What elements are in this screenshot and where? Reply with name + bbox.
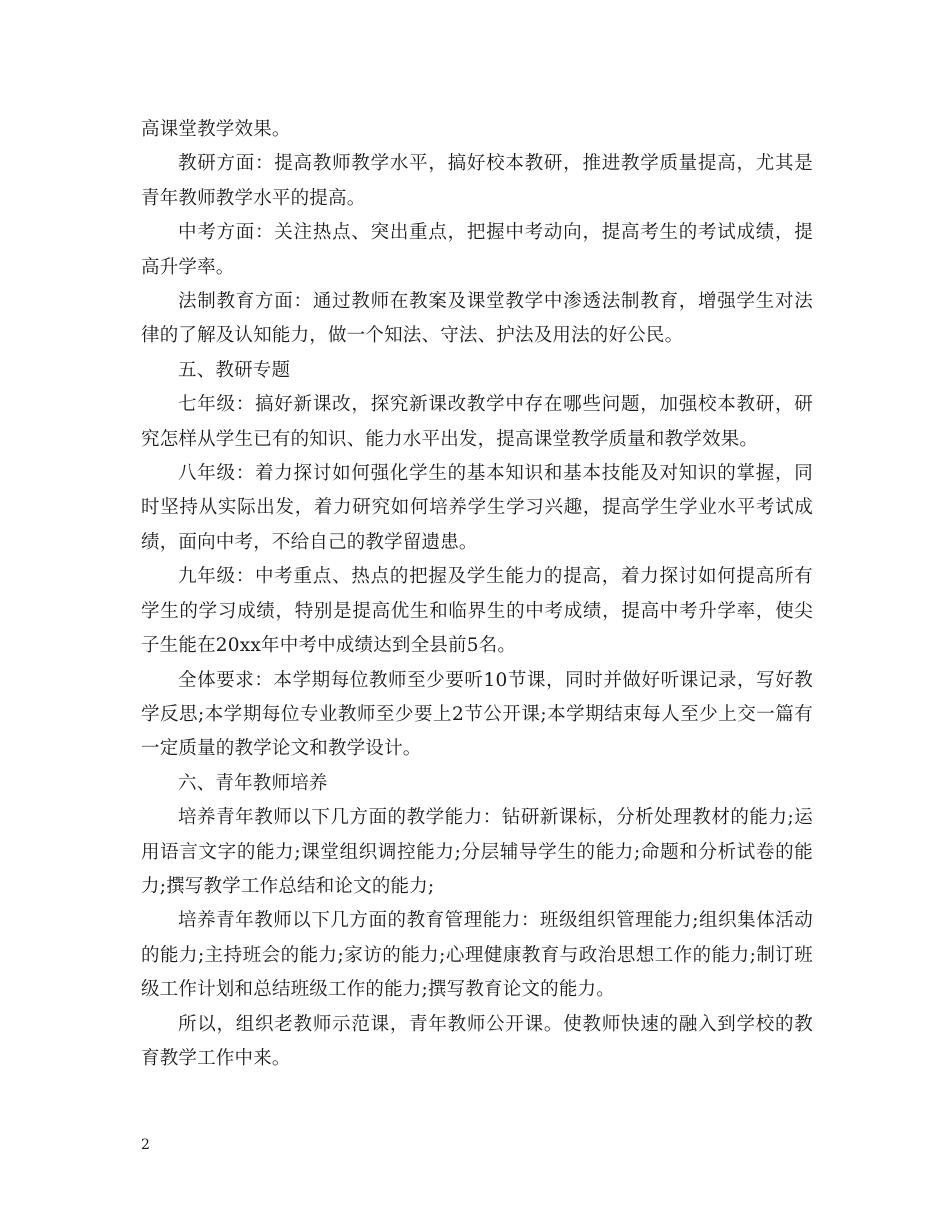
paragraph-continuation: 高课堂教学效果。 [141, 119, 291, 140]
page-number: 2 [141, 1137, 150, 1153]
section-heading-research-topics: 五、教研专题 [178, 359, 291, 381]
paragraph-management-abilities: 培养青年教师以下几方面的教育管理能力：班级组织管理能力;组织集体活动的能力;主持班会的能力;家访的能力;心理健康教育与政治思想工作的能力;制订班级工作计划和总结班级工作的能力;撰写教育论文的能力。 [141, 910, 813, 1001]
paragraph-grade-seven: 七年级：搞好新课改，探究新课改教学中存在哪些问题，加强校本教研，研究怎样从学生已有的知识、能力水平出发，提高课堂教学质量和教学效果。 [141, 394, 813, 450]
paragraph-grade-eight: 八年级：着力探讨如何强化学生的基本知识和基本技能及对知识的掌握，同时坚持从实际出发，着力研究如何培养学生学习兴趣，提高学生学业水平考试成绩，面向中考，不给自己的教学留遗患。 [141, 463, 813, 553]
section-heading-young-teacher-training: 六、青年教师培养 [178, 772, 328, 794]
paragraph-teaching-abilities: 培养青年教师以下几方面的教学能力：钻研新课标，分析处理教材的能力;运用语言文字的能力;课堂组织调控能力;分层辅导学生的能力;命题和分析试卷的能力;撰写教学工作总结和论文的能力; [141, 807, 813, 897]
document-body [141, 113, 813, 1076]
paragraph-legal-education-aspect: 法制教育方面：通过教师在教案及课堂教学中渗透法制教育，增强学生对法律的了解及认知能力，做一个知法、守法、护法及用法的好公民。 [141, 291, 813, 347]
paragraph-teaching-research-aspect: 教研方面：提高教师教学水平，搞好校本教研，推进教学质量提高，尤其是青年教师教学水平的提高。 [141, 153, 813, 209]
paragraph-general-requirements: 全体要求：本学期每位教师至少要听10节课，同时并做好听课记录，写好教学反思;本学期每位专业教师至少要上2节公开课;本学期结束每人至少上交一篇有一定质量的教学论文和教学设计。 [141, 669, 813, 760]
paragraph-conclusion: 所以，组织老教师示范课，青年教师公开课。使教师快速的融入到学校的教育教学工作中来。 [141, 1013, 813, 1069]
paragraph-grade-nine: 九年级：中考重点、热点的把握及学生能力的提高，着力探讨如何提高所有学生的学习成绩，特别是提高优生和临界生的中考成绩，提高中考升学率，使尖子生能在20xx年中考中成绩达到全县前5名。 [141, 566, 813, 657]
paragraph-exam-aspect: 中考方面：关注热点、突出重点，把握中考动向，提高考生的考试成绩，提高升学率。 [141, 222, 813, 278]
